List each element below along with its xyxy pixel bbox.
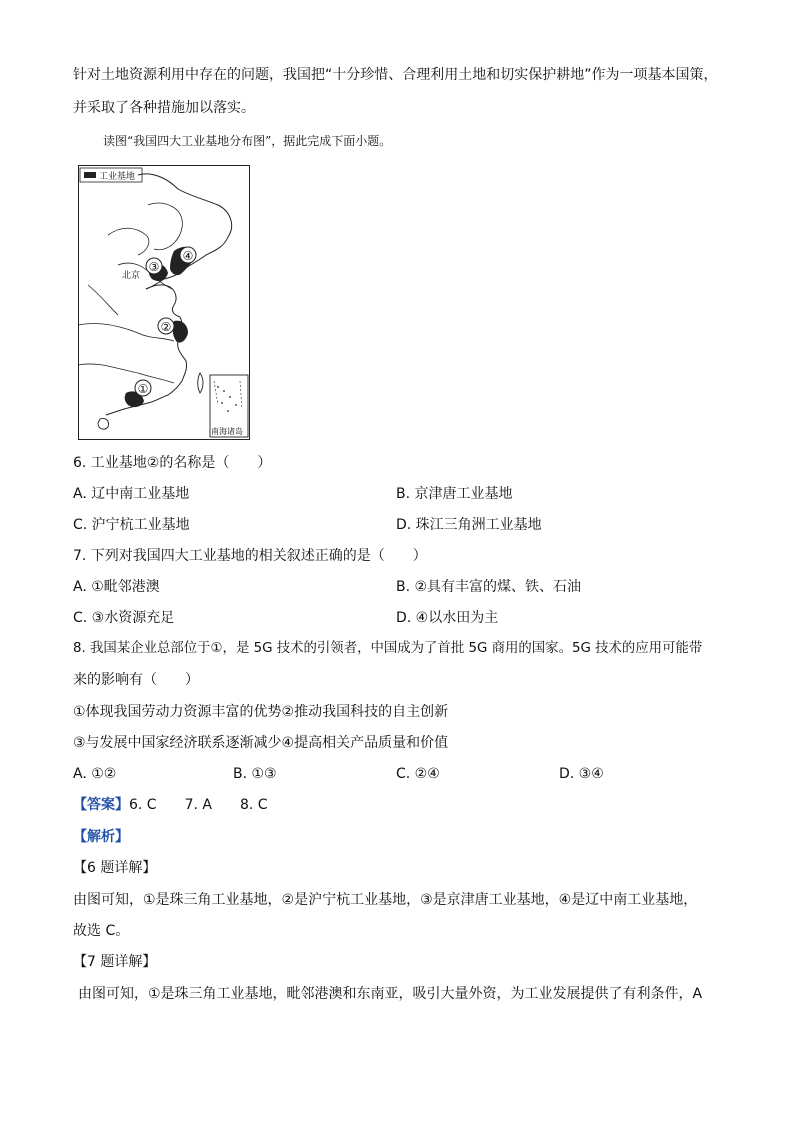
- q6-detail-line-1: 由图可知，①是珠三角工业基地，②是沪宁杭工业基地，③是京津唐工业基地，④是辽中南工业基地，: [73, 892, 698, 908]
- q6-detail-heading: 【6 题详解】: [73, 860, 157, 876]
- q7-detail-line-1: 由图可知，①是珠三角工业基地，毗邻港澳和东南亚，吸引大量外资，为工业发展提供了有利条件，A: [78, 986, 703, 1002]
- read-map-instruction: 读图“我国四大工业基地分布图”，据此完成下面小题。: [103, 134, 392, 148]
- industrial-base-map: [78, 165, 250, 440]
- intro-line-2: 并采取了各种措施加以落实。: [73, 100, 255, 116]
- q7-detail-heading: 【7 题详解】: [73, 954, 157, 970]
- q6-option-a: A. 辽中南工业基地: [73, 486, 190, 502]
- q7-option-a: A. ①毗邻港澳: [73, 579, 160, 595]
- marker-4: ④: [182, 249, 194, 263]
- marker-3: ③: [148, 260, 160, 274]
- q8-statement-1: ①体现我国劳动力资源丰富的优势②推动我国科技的自主创新: [73, 704, 449, 720]
- marker-2: ②: [160, 320, 172, 334]
- q6-option-c: C. 沪宁杭工业基地: [73, 517, 190, 533]
- legend-swatch: [84, 172, 96, 178]
- q6-stem: 6. 工业基地②的名称是（ ）: [73, 455, 272, 471]
- q8-option-b: B. ①③: [233, 766, 277, 782]
- map-svg: [78, 165, 250, 440]
- q6-detail-line-2: 故选 C。: [73, 923, 130, 939]
- q8-statement-2: ③与发展中国家经济联系逐渐减少④提高相关产品质量和价值: [73, 735, 449, 751]
- answer-values: 6. C 7. A 8. C: [129, 797, 268, 813]
- answer-line: [73, 796, 268, 814]
- intro-line-1: 针对土地资源利用中存在的问题，我国把“十分珍惜、合理利用土地和切实保护耕地”作为一项基本国策，: [73, 67, 718, 83]
- answer-label: 【答案】: [73, 797, 129, 813]
- legend-label: 工业基地: [99, 172, 136, 182]
- q7-stem: 7. 下列对我国四大工业基地的相关叙述正确的是（ ）: [73, 548, 427, 564]
- q6-option-b: B. 京津唐工业基地: [396, 486, 513, 502]
- q7-option-c: C. ③水资源充足: [73, 610, 175, 626]
- marker-1: ①: [137, 382, 149, 396]
- q8-stem-line-2: 来的影响有（ ）: [73, 672, 199, 688]
- q8-option-d: D. ③④: [559, 766, 604, 782]
- q8-option-a: A. ①②: [73, 766, 117, 782]
- q7-option-b: B. ②具有丰富的煤、铁、石油: [396, 579, 582, 595]
- q8-stem-line-1: 8. 我国某企业总部位于①，是 5G 技术的引领者，中国成为了首批 5G 商用的国家。5G 技术的应用可能带: [73, 641, 703, 656]
- city-label-beijing: 北京: [122, 271, 141, 281]
- q7-option-d: D. ④以水田为主: [396, 610, 499, 626]
- inset-label: 南海诸岛: [211, 427, 243, 436]
- analysis-label: 【解析】: [73, 829, 129, 845]
- q8-option-c: C. ②④: [396, 766, 440, 782]
- q6-option-d: D. 珠江三角洲工业基地: [396, 517, 542, 533]
